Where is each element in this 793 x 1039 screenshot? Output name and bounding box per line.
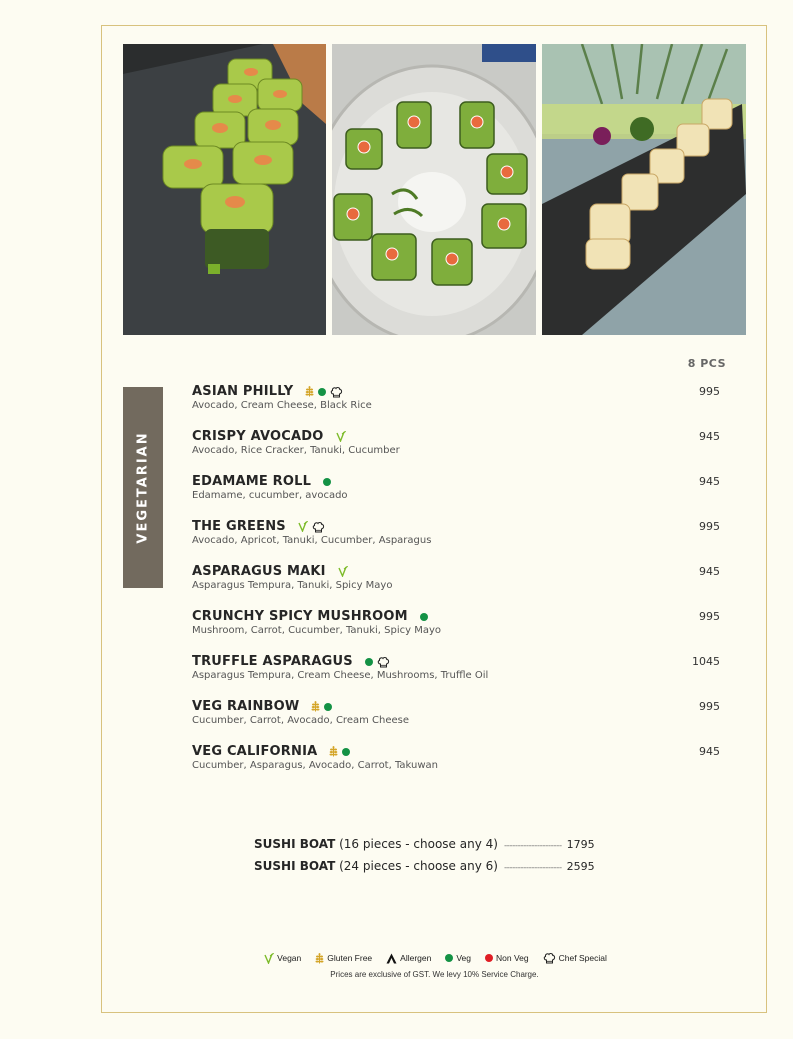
gluten-free-icon xyxy=(329,746,338,757)
menu-item-price: 995 xyxy=(699,520,720,533)
menu-item-description: Cucumber, Asparagus, Avocado, Carrot, Takuwan xyxy=(192,760,439,771)
menu-item-price: 995 xyxy=(699,610,720,623)
menu-item-name: TRUFFLE ASPARAGUS xyxy=(192,654,353,669)
veg-icon xyxy=(445,954,453,962)
menu-item xyxy=(192,519,722,559)
menu-item-name: ASIAN PHILLY xyxy=(192,384,294,399)
sushi-boat-name: SUSHI BOAT xyxy=(254,859,336,873)
sushi-boat-name: SUSHI BOAT xyxy=(254,837,336,851)
legend-item-gluten-free xyxy=(315,953,372,964)
menu-item-description: Cucumber, Carrot, Avocado, Cream Cheese xyxy=(192,715,410,726)
sushi-boat-price: 1795 xyxy=(566,838,595,851)
vegan-icon xyxy=(338,566,348,577)
menu-item xyxy=(192,654,722,694)
menu-item xyxy=(192,699,722,739)
food-photo-tempura-rolls xyxy=(542,44,746,335)
legend-label: Non Veg xyxy=(496,953,529,963)
section-label: VEGETARIAN xyxy=(135,431,151,544)
menu-item xyxy=(192,429,722,469)
menu-item-icons xyxy=(329,746,350,757)
menu-item xyxy=(192,609,722,649)
menu-item-description: Edamame, cucumber, avocado xyxy=(192,490,348,501)
menu-item-name: ASPARAGUS MAKI xyxy=(192,564,326,579)
veg-icon xyxy=(365,658,373,666)
menu-item-description: Avocado, Cream Cheese, Black Rice xyxy=(192,400,372,411)
menu-item-price: 995 xyxy=(699,700,720,713)
menu-item-header xyxy=(192,744,350,759)
veg-icon xyxy=(324,703,332,711)
non-veg-icon xyxy=(485,954,493,962)
legend-label: Veg xyxy=(456,953,472,963)
menu-item-price: 945 xyxy=(699,565,720,578)
vegan-icon xyxy=(336,431,346,442)
legend-item-chef-special xyxy=(543,952,607,964)
menu-item-description: Asparagus Tempura, Tanuki, Spicy Mayo xyxy=(192,580,393,591)
menu-item-header xyxy=(192,519,325,534)
legend-item-veg xyxy=(445,953,471,963)
legend xyxy=(0,952,793,964)
menu-item-icons xyxy=(365,656,390,668)
menu-item xyxy=(192,744,722,784)
chef-special-icon xyxy=(330,386,343,398)
legend-label: Vegan xyxy=(277,953,302,963)
menu-item-header xyxy=(192,609,428,624)
menu-item-price: 995 xyxy=(699,385,720,398)
vegan-icon xyxy=(264,953,274,964)
chef-special-icon xyxy=(377,656,390,668)
section-tab-vegetarian xyxy=(123,387,163,588)
menu-item-header xyxy=(192,474,331,489)
sushi-boat-detail: (16 pieces - choose any 4) xyxy=(339,837,498,851)
menu-item-description: Asparagus Tempura, Cream Cheese, Mushrooms, Truffle Oil xyxy=(192,670,489,681)
menu-item-description: Avocado, Rice Cracker, Tanuki, Cucumber xyxy=(192,445,400,456)
menu-item-icons xyxy=(420,613,428,621)
food-photo-avocado-rolls xyxy=(123,44,326,335)
menu-item-header xyxy=(192,384,343,399)
pcs-header: 8 PCS xyxy=(687,357,726,370)
menu-item-price: 945 xyxy=(699,475,720,488)
veg-icon xyxy=(323,478,331,486)
menu-item-name: CRUNCHY SPICY MUSHROOM xyxy=(192,609,408,624)
menu-item-price: 945 xyxy=(699,430,720,443)
menu-item-description: Avocado, Apricot, Tanuki, Cucumber, Asparagus xyxy=(192,535,432,546)
veg-icon xyxy=(318,388,326,396)
sushi-boat-option xyxy=(254,859,674,873)
menu-item-name: VEG CALIFORNIA xyxy=(192,744,318,759)
sushi-boat-leader: --------------------- xyxy=(503,841,562,851)
gluten-free-icon xyxy=(311,701,320,712)
menu-item-header xyxy=(192,654,390,669)
veg-icon xyxy=(420,613,428,621)
sushi-boat-option xyxy=(254,837,674,851)
menu-item-description: Mushroom, Carrot, Cucumber, Tanuki, Spicy Mayo xyxy=(192,625,441,636)
legend-item-non-veg xyxy=(485,953,529,963)
menu-item-name: THE GREENS xyxy=(192,519,286,534)
sushi-boat-price: 2595 xyxy=(566,860,595,873)
menu-item-icons xyxy=(305,386,343,398)
menu-item-icons xyxy=(323,478,331,486)
menu-item-icons xyxy=(336,431,346,442)
menu-item xyxy=(192,384,722,424)
sushi-boat-detail: (24 pieces - choose any 6) xyxy=(339,859,498,873)
menu-item-icons xyxy=(298,521,325,533)
menu-item-price: 1045 xyxy=(692,655,720,668)
menu-item-name: VEG RAINBOW xyxy=(192,699,300,714)
menu-item-icons xyxy=(338,566,348,577)
vegan-icon xyxy=(298,521,308,532)
allergen-icon xyxy=(386,953,397,964)
sushi-boat-leader: --------------------- xyxy=(503,863,562,873)
menu-item xyxy=(192,564,722,604)
footer-note: Prices are exclusive of GST. We levy 10% Service Charge. xyxy=(330,970,539,979)
gluten-free-icon xyxy=(315,953,324,964)
menu-item-name: EDAMAME ROLL xyxy=(192,474,312,489)
legend-item-allergen xyxy=(386,953,431,964)
menu-item xyxy=(192,474,722,514)
legend-label: Gluten Free xyxy=(327,953,373,963)
menu-item-icons xyxy=(311,701,332,712)
chef-special-icon xyxy=(543,952,556,964)
legend-label: Chef Special xyxy=(558,953,607,963)
legend-label: Allergen xyxy=(400,953,432,963)
food-photo-sushi-plate xyxy=(332,44,536,335)
menu-item-header xyxy=(192,564,348,579)
menu-item-header xyxy=(192,429,346,444)
menu-item-name: CRISPY AVOCADO xyxy=(192,429,324,444)
menu-item-price: 945 xyxy=(699,745,720,758)
menu-item-header xyxy=(192,699,332,714)
legend-item-vegan xyxy=(264,953,301,964)
veg-icon xyxy=(342,748,350,756)
chef-special-icon xyxy=(312,521,325,533)
gluten-free-icon xyxy=(305,386,314,397)
